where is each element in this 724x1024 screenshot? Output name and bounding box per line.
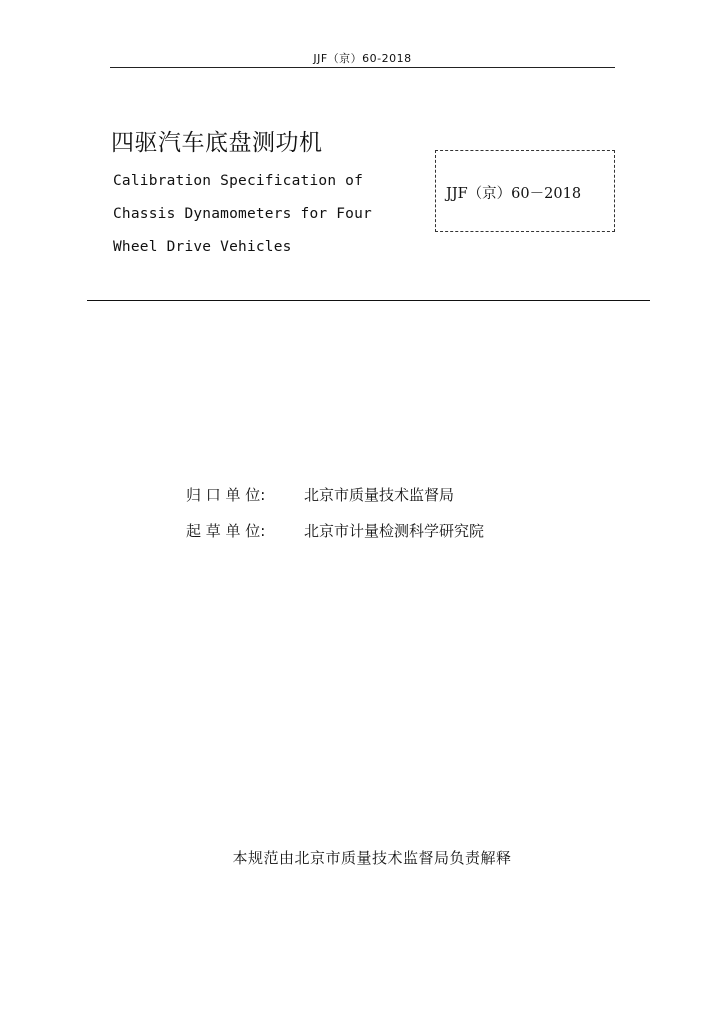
- document-title-english: [113, 165, 403, 264]
- english-title-line-1: Calibration Specification of: [113, 173, 364, 189]
- specification-code: JJF（京）60－2018: [446, 186, 582, 202]
- drafting-unit-label: 起 草 单 位:: [186, 522, 266, 540]
- drafting-unit-value: 北京市计量检测科学研究院: [304, 522, 485, 540]
- english-title-line-2: Chassis Dynamometers for Four: [113, 206, 372, 222]
- document-title-chinese: 四驱汽车底盘测功机: [111, 130, 323, 156]
- header-divider: [110, 67, 615, 68]
- title-divider: [87, 300, 650, 301]
- drafting-unit-row: [186, 520, 484, 541]
- english-title-line-3: Wheel Drive Vehicles: [113, 239, 292, 255]
- running-header: JJF（京）60-2018: [313, 52, 412, 65]
- interpretation-note: 本规范由北京市质量技术监督局负责解释: [232, 849, 512, 867]
- responsible-unit-value: 北京市质量技术监督局: [304, 486, 455, 504]
- responsible-unit-row: [186, 484, 454, 505]
- responsible-unit-label: 归 口 单 位:: [186, 486, 266, 504]
